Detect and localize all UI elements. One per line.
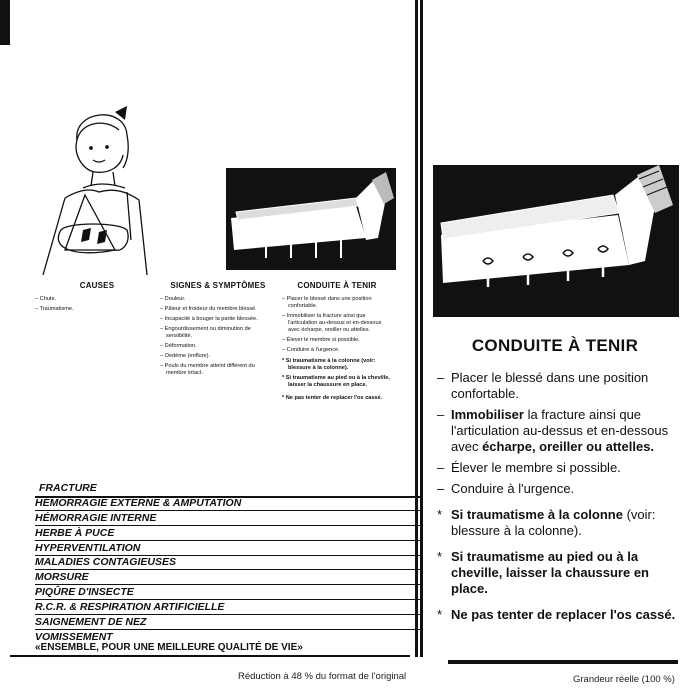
list-item: – Placer le blessé dans une position confortable. [437,370,649,401]
splint-illustration-small [226,168,396,270]
note-item: * Ne pas tenter de replacer l'os cassé. [437,607,676,622]
woman-with-sling-illustration [35,100,155,275]
list-item: – Chute. [35,296,57,302]
signs-heading: SIGNES & SYMPTÔMES [170,281,266,290]
signs-list [160,296,275,380]
black-tab [0,0,10,45]
slogan: «ENSEMBLE, POUR UNE MEILLEURE QUALITÉ DE VIE» [35,642,303,653]
index-item-hemorragie-externe[interactable]: HÉMORRAGIE EXTERNE & AMPUTATION [35,497,420,511]
index-item-morsure[interactable]: MORSURE [35,571,420,585]
list-item: – Douleur. [160,296,186,302]
list-item: * Ne pas tenter de replacer l'os cassé. [282,395,383,401]
list-item: – Pâleur et froideur du membre blessé. [160,306,257,312]
index-item-fracture[interactable]: FRACTURE [39,482,97,494]
divider [10,655,410,657]
conduct-title: CONDUITE À TENIR [471,336,639,355]
list-item: – Conduire à l'urgence. [282,347,340,353]
footer-actual-size: Grandeur réelle (100 %) [573,674,675,685]
list-item: – Traumatisme. [35,306,74,312]
list-item: – Élever le membre si possible. [282,337,360,343]
list-item: – Immobiliser la fracture ainsi que l'articulation au-dessus et en-dessous avec écharpe, oreiller ou attelles. [437,407,669,454]
list-item: – Élever le membre si possible. [437,460,621,475]
causes-heading: CAUSES [79,281,115,290]
list-item: * Si traumatisme à la colonne (voir: blessure à la colonne). [282,358,376,371]
list-item: * Si traumatisme au pied ou à la cheville, laisser la chaussure en place. [282,375,390,388]
list-item: – Incapacité à bouger la partie blessée. [160,316,258,322]
note-item: * Si traumatisme au pied ou à la cheville, laisser la chaussure en place. [437,549,650,596]
panel-divider-2 [420,0,423,657]
conduct-list [282,296,392,405]
causes-list [35,296,125,316]
list-item: – Placer le blessé dans une position confortable. [282,296,372,309]
footer-reduction: Réduction à 48 % du format de l'original [238,671,407,682]
conduct-steps [437,370,682,628]
index-item-rcr[interactable]: R.C.R. & RESPIRATION ARTIFICIELLE [35,601,420,615]
index-item-hemorragie-interne[interactable]: HÉMORRAGIE INTERNE [35,512,420,526]
index-item-piqure-insecte[interactable]: PIQÛRE D'INSECTE [35,586,420,600]
list-item: – Conduire à l'urgence. [437,481,575,496]
list-item: – Pouls du membre atteint différent du membre intact. [160,363,255,376]
splint-illustration-large [433,165,679,317]
list-item: – Engourdissement ou diminution de sensibilité. [160,326,251,339]
list-item: – Déformation. [160,343,197,349]
index-item-maladies-contagieuses[interactable]: MALADIES CONTAGIEUSES [35,556,420,570]
conduct-heading: CONDUITE À TENIR [297,281,377,290]
index-item-herbe-a-puce[interactable]: HERBE À PUCE [35,527,420,541]
index-item-vomissement[interactable]: VOMISSEMENT [35,631,113,643]
list-item: – Oedème (enflure). [160,353,211,359]
index-item-saignement-de-nez[interactable]: SAIGNEMENT DE NEZ [35,616,420,630]
index-item-hyperventilation[interactable]: HYPERVENTILATION [35,542,420,556]
list-item: – Immobiliser la fracture ainsi que l'articulation au-dessus et en-dessous avec écharpe, oreiller ou attelles. [282,313,382,333]
divider [448,660,678,664]
note-item: * Si traumatisme à la colonne (voir: blessure à la colonne). [437,507,656,538]
